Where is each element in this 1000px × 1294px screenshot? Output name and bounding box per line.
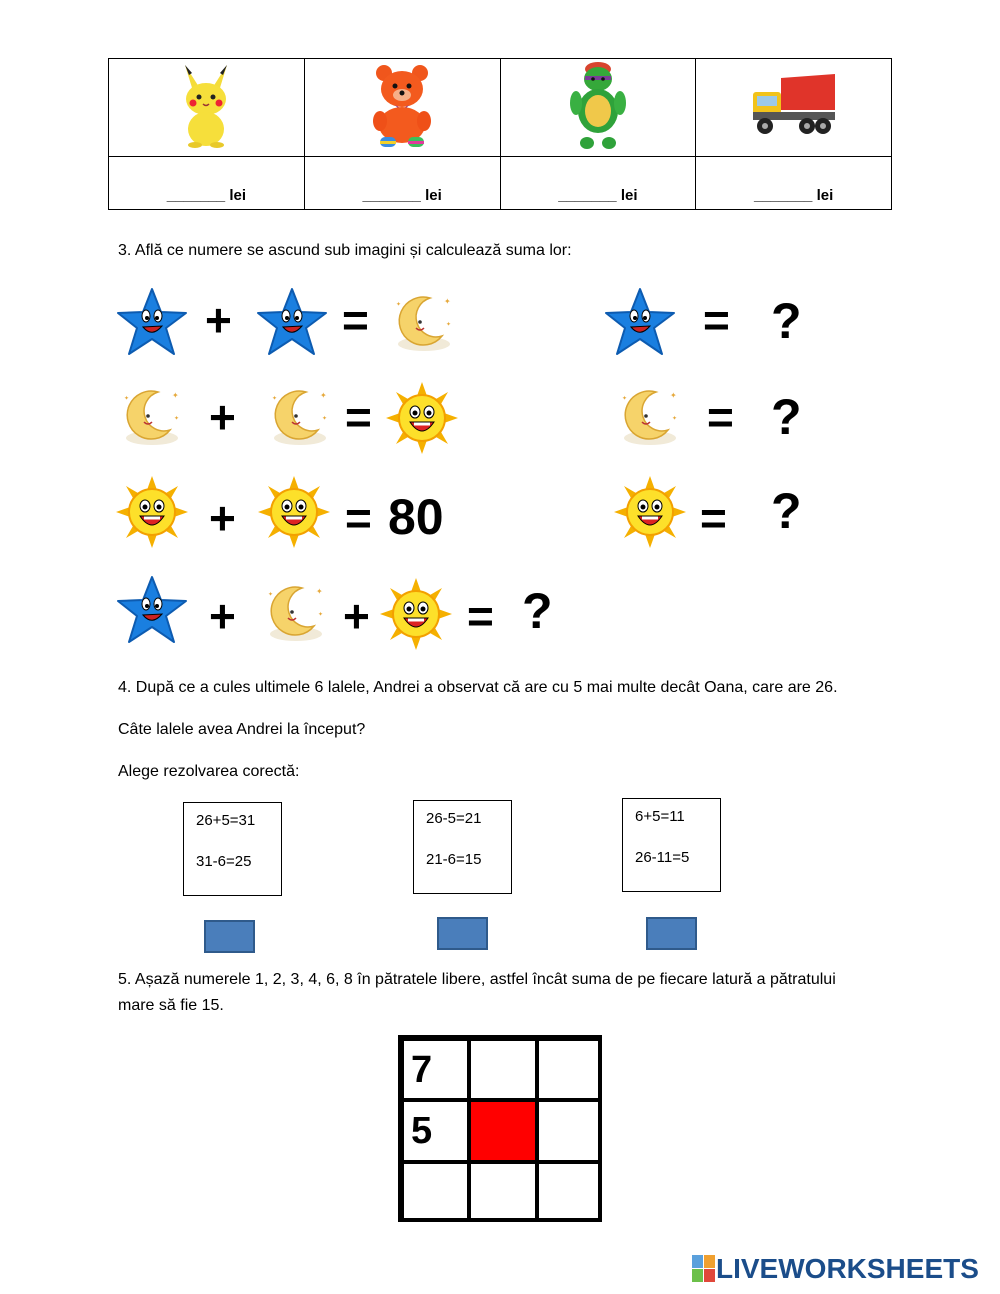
liveworksheets-logo-icon (692, 1255, 716, 1283)
total-sum-question[interactable]: ? (522, 583, 553, 639)
teddy-bear-image (362, 61, 442, 149)
grid-cell-r3c2[interactable] (469, 1162, 537, 1222)
grid-cell-r2c1: 5 (402, 1100, 469, 1162)
toy-cell-teddy (304, 59, 500, 157)
select-option-3-button[interactable] (646, 917, 697, 950)
exercise5-statement-cont: mare să fie 15. (118, 997, 224, 1014)
moon-icon (114, 382, 186, 454)
solution-option-1 (183, 802, 282, 896)
plus-sign: + (205, 294, 232, 346)
price-blank[interactable]: _______ lei (500, 157, 696, 210)
turtle-plush-image (568, 59, 628, 151)
solution-line: 6+5=11 (635, 808, 685, 825)
moon-value-question[interactable]: ? (771, 389, 802, 445)
moon-icon (612, 382, 684, 454)
select-option-2-button[interactable] (437, 917, 488, 950)
grid-cell-r1c2[interactable] (469, 1039, 537, 1100)
pikachu-plush-image (171, 61, 241, 149)
dump-truck-image (751, 72, 837, 138)
star-icon (116, 286, 188, 358)
grid-cell-r3c1[interactable] (402, 1162, 469, 1222)
star-icon (256, 286, 328, 358)
grid-cell-r3c3[interactable] (537, 1162, 602, 1222)
solution-line: 21-6=15 (426, 851, 482, 868)
price-blank[interactable]: _______ lei (304, 157, 500, 210)
equals-sign: = (345, 492, 372, 544)
equals-sign: = (700, 492, 727, 544)
equals-sign: = (467, 590, 494, 642)
solution-line: 31-6=25 (196, 853, 252, 870)
exercise4-question: Câte lalele avea Andrei la început? (118, 721, 366, 738)
equals-sign: = (345, 391, 372, 443)
exercise4-instruction: Alege rezolvarea corectă: (118, 763, 300, 780)
price-blank[interactable]: _______ lei (109, 157, 305, 210)
price-blank[interactable]: _______ lei (696, 157, 892, 210)
moon-icon (386, 288, 458, 360)
toy-cell-turtle (500, 59, 696, 157)
star-icon (604, 286, 676, 358)
equals-sign: = (703, 294, 730, 346)
solution-option-3 (622, 798, 721, 892)
grid-cell-r1c3[interactable] (537, 1039, 602, 1100)
exercise5-statement: 5. Așază numerele 1, 2, 3, 4, 6, 8 în pătratele libere, astfel încât suma de pe fiecare latură a pătratului (118, 971, 836, 988)
grid-cell-r2c3[interactable] (537, 1100, 602, 1162)
plus-sign: + (209, 391, 236, 443)
plus-sign: + (209, 492, 236, 544)
star-icon (116, 574, 188, 646)
magic-square-grid (398, 1035, 602, 1222)
grid-cell-center-red (469, 1100, 537, 1162)
toy-cell-pikachu (109, 59, 305, 157)
exercise4-statement: 4. După ce a cules ultimele 6 lalele, Andrei a observat că are cu 5 mai multe decât Oana, care are 26. (118, 679, 838, 696)
toy-cell-truck (696, 59, 892, 157)
sun-icon (258, 476, 330, 548)
plus-sign: + (343, 590, 370, 642)
grid-cell-r1c1: 7 (402, 1039, 469, 1100)
solution-line: 26-11=5 (635, 849, 690, 866)
sun-icon (380, 578, 452, 650)
sum-result-80: 80 (388, 489, 444, 545)
equals-sign: = (707, 391, 734, 443)
plus-sign: + (209, 590, 236, 642)
moon-icon (258, 578, 330, 650)
star-value-question[interactable]: ? (771, 293, 802, 349)
equals-sign: = (342, 294, 369, 346)
moon-icon (262, 382, 334, 454)
logo-text: LIVEWORKSHEETS (716, 1253, 979, 1284)
exercise3-title: 3. Află ce numere se ascund sub imagini și calculează suma lor: (118, 242, 572, 259)
sun-icon (116, 476, 188, 548)
solution-option-2 (413, 800, 512, 894)
sun-icon (614, 476, 686, 548)
select-option-1-button[interactable] (204, 920, 255, 953)
sun-icon (386, 382, 458, 454)
liveworksheets-logo (692, 1253, 979, 1285)
toy-price-table (108, 58, 892, 210)
sun-value-question[interactable]: ? (771, 483, 802, 539)
solution-line: 26-5=21 (426, 810, 482, 827)
solution-line: 26+5=31 (196, 812, 256, 829)
